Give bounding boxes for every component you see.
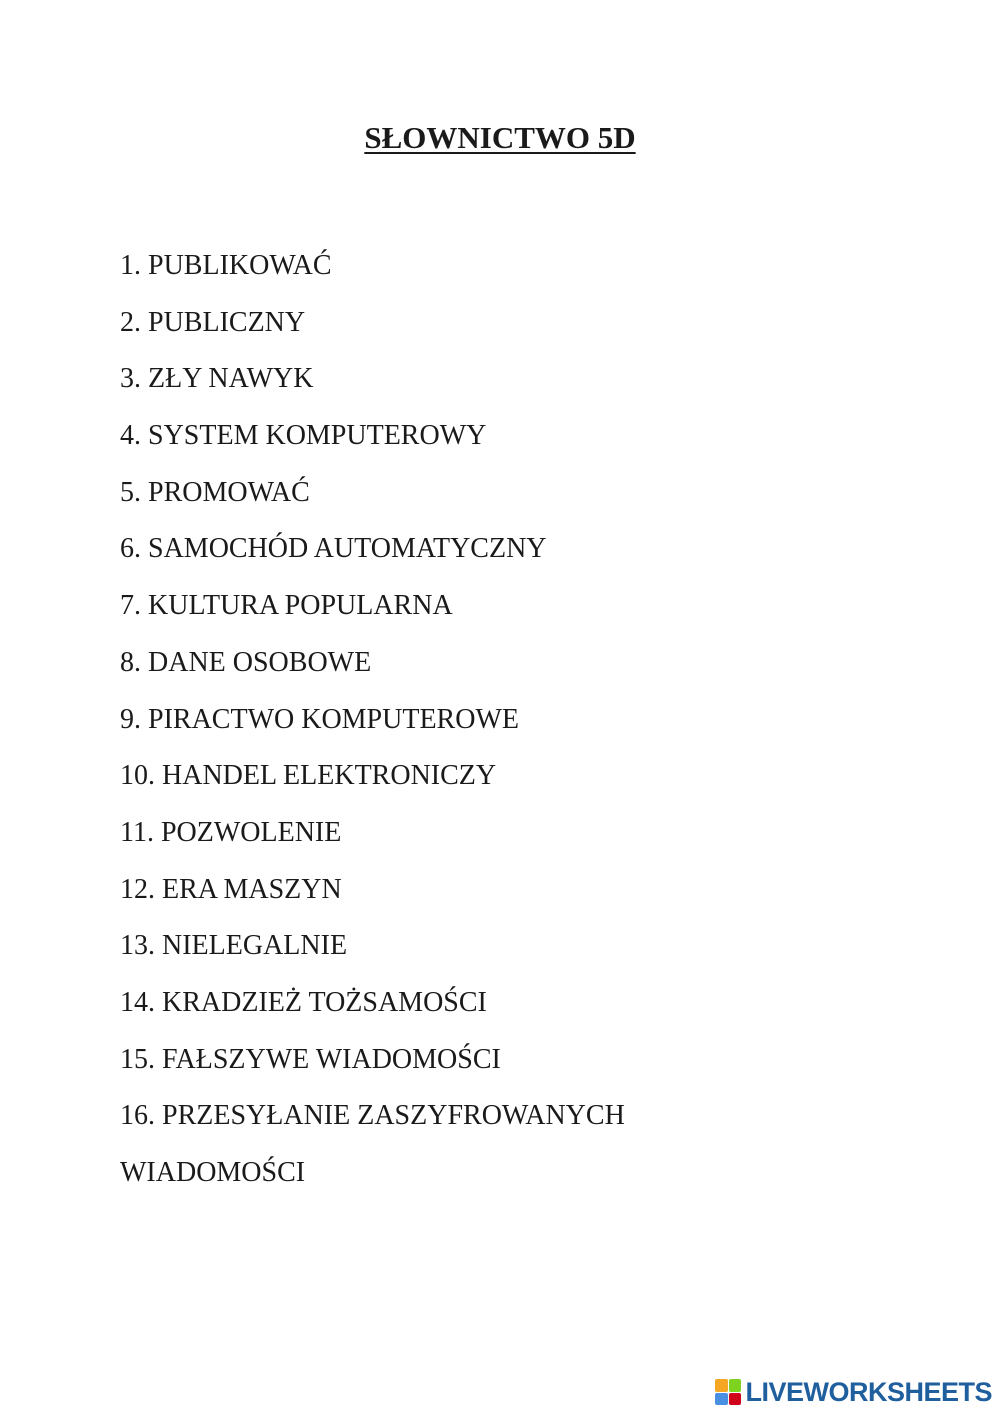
- logo-square-1: [715, 1379, 728, 1392]
- vocab-item-12: 12. ERA MASZYN: [120, 873, 342, 905]
- logo-square-2: [729, 1379, 742, 1392]
- vocab-item-13: 13. NIELEGALNIE: [120, 930, 348, 962]
- liveworksheets-logo-icon: [715, 1379, 741, 1405]
- logo-square-4: [729, 1393, 742, 1406]
- brand-text: LIVEWORKSHEETS: [745, 1376, 992, 1407]
- vocab-item-16: 16. PRZESYŁANIE ZASZYFROWANYCH WIADOMOŚCI: [120, 1100, 625, 1189]
- page-title: SŁOWNICTWO 5D: [364, 120, 636, 155]
- vocab-item-5: 5. PROMOWAĆ: [120, 476, 310, 508]
- vocab-item-1: 1. PUBLIKOWAĆ: [120, 250, 332, 281]
- vocab-item-3: 3. ZŁY NAWYK: [120, 363, 314, 395]
- vocab-item-6: 6. SAMOCHÓD AUTOMATYCZNY: [120, 533, 547, 565]
- vocabulary-list: [120, 238, 940, 1202]
- vocab-item-11: 11. POZWOLENIE: [120, 816, 342, 848]
- vocab-item-2: 2. PUBLICZNY: [120, 306, 306, 338]
- vocab-item-7: 7. KULTURA POPULARNA: [120, 590, 453, 622]
- vocab-item-9: 9. PIRACTWO KOMPUTEROWE: [120, 703, 519, 735]
- liveworksheets-branding: [715, 1377, 992, 1407]
- vocab-item-10: 10. HANDEL ELEKTRONICZY: [120, 760, 497, 792]
- vocab-item-14: 14. KRADZIEŻ TOŻSAMOŚCI: [120, 986, 487, 1018]
- vocab-item-4: 4. SYSTEM KOMPUTEROWY: [120, 420, 487, 452]
- vocab-item-8: 8. DANE OSOBOWE: [120, 646, 372, 678]
- logo-square-3: [715, 1393, 728, 1406]
- vocab-item-15: 15. FAŁSZYWE WIADOMOŚCI: [120, 1043, 501, 1075]
